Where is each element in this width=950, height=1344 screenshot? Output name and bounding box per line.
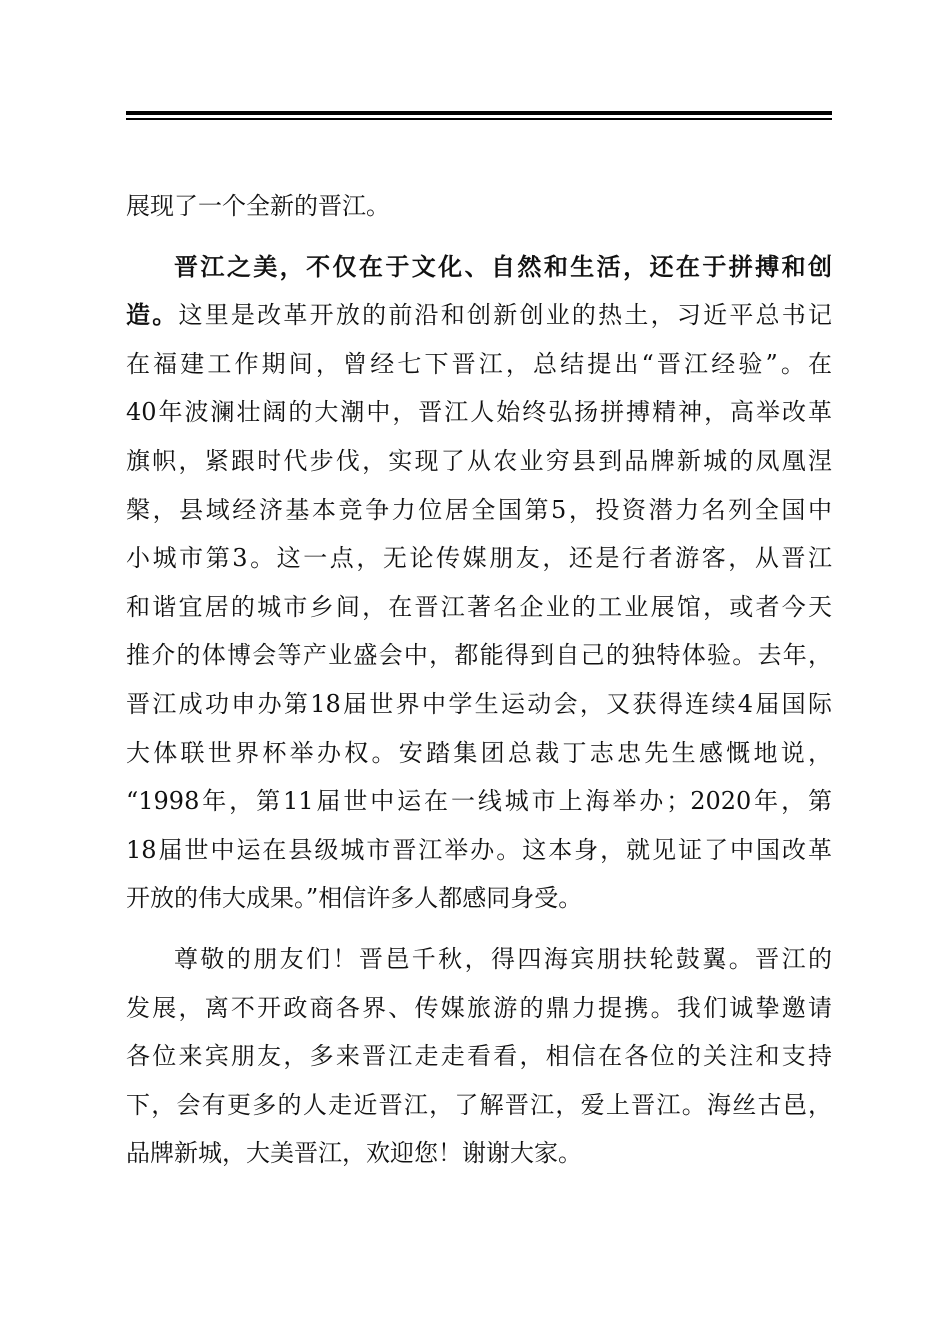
bold-lead-end: 造。 [126, 301, 179, 330]
text-line: 槃，县域经济基本竞争力位居全国第5，投资潜力名列全国中 [126, 495, 832, 524]
text-line: 18届世中运在县级城市晋江举办。这本身，就见证了中国改革 [126, 835, 832, 864]
paragraph-1 [126, 182, 832, 231]
text-line: 开放的伟大成果。”相信许多人都感同身受。 [126, 884, 583, 913]
text-line: 晋江成功申办第18届世界中学生运动会，又获得连续4届国际 [126, 689, 832, 718]
text-line: 大体联世界杯举办权。安踏集团总裁丁志忠先生感慨地说， [126, 738, 832, 767]
header-rule-thin [126, 118, 832, 120]
text-line: 推介的体博会等产业盛会中，都能得到自己的独特体验。去年， [126, 641, 832, 670]
paragraph-2 [126, 243, 832, 923]
text-line: 在福建工作期间，曾经七下晋江，总结提出“晋江经验”。在 [126, 349, 832, 378]
text-line: 40年波澜壮阔的大潮中，晋江人始终弘扬拼搏精神，高举改革 [126, 398, 832, 427]
document-body [126, 182, 832, 1178]
text-line: 发展，离不开政商各界、传媒旅游的鼎力提携。我们诚挚邀请 [126, 993, 832, 1022]
text-line: “1998年，第11届世中运在一线城市上海举办；2020年，第 [126, 787, 832, 816]
text-line: 各位来宾朋友，多来晋江走走看看，相信在各位的关注和支持 [126, 1042, 832, 1071]
text-line: 展现了一个全新的晋江。 [126, 192, 390, 220]
text-line: 下，会有更多的人走近晋江，了解晋江，爱上晋江。海丝古邑， [126, 1090, 832, 1119]
text-line: 品牌新城，大美晋江，欢迎您！谢谢大家。 [126, 1139, 582, 1168]
header-rule-thick [126, 111, 832, 115]
text-line: 和谐宜居的城市乡间，在晋江著名企业的工业展馆，或者今天 [126, 592, 832, 621]
text-line-rest: 这里是改革开放的前沿和创新创业的热土，习近平总书记 [178, 301, 833, 330]
text-line: 尊敬的朋友们！晋邑千秋，得四海宾朋扶轮鼓翼。晋江的 [174, 944, 832, 973]
text-line: 小城市第3。这一点，无论传媒朋友，还是行者游客，从晋江 [126, 544, 832, 573]
text-line: 旗帜，紧跟时代步伐，实现了从农业穷县到品牌新城的凤凰涅 [126, 446, 832, 475]
bold-lead-line: 晋江之美，不仅在于文化、自然和生活，还在于拼搏和创 [174, 252, 832, 281]
paragraph-3 [126, 935, 832, 1178]
text-line [126, 291, 832, 340]
